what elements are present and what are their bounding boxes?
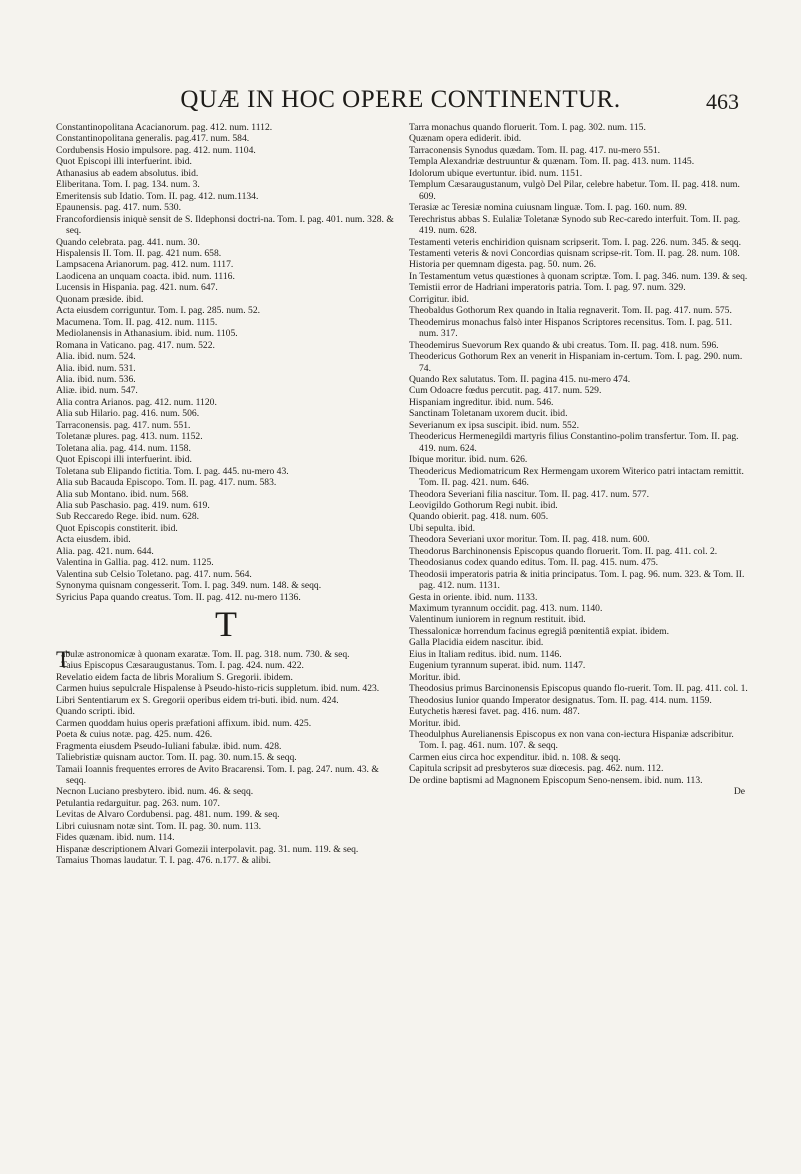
index-entry: Syricius Papa quando creatus. Tom. II. pag. 412. nu-mero 1136. [56,591,301,603]
index-entry: Alia. pag. 421. num. 644. [56,545,154,557]
index-entry: Capitula scripsit ad presbyteros suæ diœcesis. pag. 462. num. 112. [409,763,664,775]
index-entry: Gesta in oriente. ibid. num. 1133. [409,591,538,603]
page-title: QUÆ IN HOC OPERE CONTINENTUR. [180,86,621,113]
drop-cap: T [56,647,71,673]
index-entry: Valentina sub Celsio Toletano. pag. 417. num. 564. [56,568,252,580]
right-entry-list [409,122,749,786]
catchword: De [733,786,745,798]
index-entry: Moritur. ibid. [409,717,461,729]
index-entry: Thessalonicæ horrendum facinus egregiâ pœnitentiâ expiat. ibidem. [409,625,670,637]
left-entry-list [56,122,396,603]
index-entry: Francofordiensis iniquè sensit de S. Ildephonsi doctri-na. Tom. I. pag. 401. num. 328. & seq. [56,213,394,237]
index-entry: Alia sub Hilario. pag. 416. num. 506. [56,408,200,420]
index-entry: Libri Sententiarum ex S. Gregorii operibus eidem tri-buti. ibid. num. 424. [56,694,339,706]
index-entry: Libri cuiusnam notæ sint. Tom. II. pag. 30. num. 113. [56,820,262,832]
index-entry: Laodicena an unquam coacta. ibid. num. 1116. [56,270,235,282]
index-entry: Athanasius ab eadem absolutus. ibid. [56,167,199,179]
index-entry: Quot Episcopi illi interfuerint. ibid. [56,454,192,466]
index-entry: Taius Episcopus Cæsaraugustanus. Tom. I. pag. 424. num. 422. [61,660,304,672]
index-entry: Necnon Luciano presbytero. ibid. num. 46. & seqq. [56,786,254,798]
page-number: 463 [706,89,739,114]
index-entry: Alia. ibid. num. 536. [56,373,136,385]
index-entry: Idolorum ubique evertuntur. ibid. num. 1151. [409,167,583,179]
index-entry: Taliebristiæ quisnam auctor. Tom. II. pag. 30. num.15. & seqq. [56,752,297,764]
index-entry: Theobaldus Gothorum Rex quando in Italia regnaverit. Tom. II. pag. 417. num. 575. [409,305,732,317]
index-entry: Testamenti veteris enchiridion quisnam scripserit. Tom. I. pag. 226. num. 345. & seqq. [409,236,742,248]
index-entry: Poeta & cuius notæ. pag. 425. num. 426. [56,729,213,741]
index-entry: Testamenti veteris & novi Concordias quisnam scripse-rit. Tom. II. pag. 28. num. 108. [409,247,740,259]
index-entry: Moritur. ibid. [409,671,461,683]
index-entry: Constantinopolitana Acacianorum. pag. 412. num. 1112. [56,122,273,133]
index-entry: Aliæ. ibid. num. 547. [56,385,138,397]
index-entry: Petulantia redarguitur. pag. 263. num. 107. [56,797,220,809]
index-entry: Synonyma quisnam congesserit. Tom. I. pag. 349. num. 148. & seqq. [56,580,322,592]
index-entry: Romana in Vaticano. pag. 417. num. 522. [56,339,215,351]
index-entry: De ordine baptismi ad Magnonem Episcopum Seno-nensem. ibid. num. 113. [409,774,703,786]
index-entry: Leovigildo Gothorum Regi nubit. ibid. [409,499,558,511]
index-entry: Acta eiusdem. ibid. [56,534,131,546]
index-entry: Macumena. Tom. II. pag. 412. num. 1115. [56,316,218,328]
index-entry: Mediolanensis in Athanasium. ibid. num. 1105. [56,328,238,340]
index-entry: Galla Placidia eidem nascitur. ibid. [409,637,544,649]
index-entry: Theodemirus monachus falsò inter Hispanos Scriptores recensitus. Tom. I. pag. 511. num. 317. [409,316,733,340]
index-entry: Quando scripti. ibid. [56,706,135,718]
index-entry: Quando Rex salutatus. Tom. II. pagina 415. nu-mero 474. [409,373,631,385]
index-entry: Revelatio eidem facta de libris Moralium S. Gregorii. ibidem. [56,671,293,683]
index-entry: Alia contra Arianos. pag. 412. num. 1120. [56,396,217,408]
index-entry: Constantinopolitana generalis. pag.417. num. 584. [56,133,250,145]
index-entry: Historia per quemnam digesta. pag. 50. num. 26. [409,259,597,271]
index-entry: Alia. ibid. num. 531. [56,362,136,374]
index-entry: Theodosius Iunior quando Imperator designatus. Tom. II. pag. 414. num. 1159. [409,694,712,706]
section-letter: T [215,604,237,645]
index-entry: Fragmenta eiusdem Pseudo-Iuliani fabulæ. ibid. num. 428. [56,740,282,752]
index-entry: Tarraconensis. pag. 417. num. 551. [56,419,191,431]
index-entry: Fides quænam. ibid. num. 114. [56,832,175,844]
index-entry: Carmen huius sepulcrale Hispalense à Pseudo-histo-ricis suppletum. ibid. num. 423. [56,683,380,695]
index-entry: Alia sub Montano. ibid. num. 568. [56,488,189,500]
index-entry: Theodorus Barchinonensis Episcopus quando floruerit. Tom. II. pag. 411. col. 2. [409,545,718,557]
index-entry: Acta eiusdem corriguntur. Tom. I. pag. 285. num. 52. [56,305,261,317]
index-entry: Templum Cæsaraugustanum, vulgò Del Pilar, celebre habetur. Tom. II. pag. 418. num. 609. [409,179,740,202]
index-entry: Quando celebrata. pag. 441. num. 30. [56,236,200,248]
index-entry: Alia sub Bacauda Episcopo. Tom. II. pag. 417. num. 583. [56,477,277,489]
index-entry: Maximum tyrannum occidit. pag. 413. num. 1140. [409,603,603,615]
index-entry: Terechristus abbas S. Eulaliæ Toletanæ Synodo sub Rec-caredo interfuit. Tom. II. pag. 419. num. 628. [409,213,741,237]
index-entry: Lucensis in Hispania. pag. 421. num. 647. [56,282,218,294]
index-entry: Emeritensis sub Idatio. Tom. II. pag. 412. num.1134. [56,190,259,202]
index-entry: Ibique moritur. ibid. num. 626. [409,454,528,466]
index-entry: Theodericus Mediomatricum Rex Hermengam uxorem Witerico patri intactam remittit. Tom. II. pag. 421. num. 646. [409,465,744,489]
index-entry: Hispalensis II. Tom. II. pag. 421 num. 658. [56,247,222,259]
index-entry: Theodulphus Aurelianensis Episcopus ex non vana con-iectura Hispaniæ adscribitur. Tom. I. pag. 461. num. 107. & seqq. [409,729,734,752]
index-entry: Tarra monachus quando floruerit. Tom. I. pag. 302. num. 115. [409,122,646,133]
index-entry: Theodosii imperatoris patria & initia principatus. Tom. I. pag. 96. num. 323. & Tom. II. pag. 412. num. 1131. [409,568,745,592]
index-entry: Theodosius primus Barcinonensis Episcopus quando flo-ruerit. Tom. II. pag. 411. col. 1. [409,683,748,695]
index-entry: Quonam præside. ibid. [56,293,144,305]
index-entry: Sub Reccaredo Rege. ibid. num. 628. [56,511,200,523]
page-header [0,86,801,116]
index-entry: Cum Odoacre fœdus percutit. pag. 417. num. 529. [409,385,602,397]
index-entry: Quænam opera ediderit. ibid. [409,133,522,145]
index-entry: Valentina in Gallia. pag. 412. num. 1125. [56,557,214,569]
index-entry: Lampsacena Arianorum. pag. 412. num. 1117. [56,259,234,271]
index-entry: Eugenium tyrannum superat. ibid. num. 1147. [409,660,586,672]
index-entry: Hispanæ descriptionem Alvari Gomezii interpolavit. pag. 31. num. 119. & seq. [56,843,359,855]
index-entry: Carmen eius circa hoc expenditur. ibid. n. 108. & seqq. [409,751,621,763]
index-entry: Severianum ex ipsa suscipit. ibid. num. 552. [409,419,580,431]
index-entry: Cordubensis Hosio impulsore. pag. 412. num. 1104. [56,144,256,156]
index-entry: Alia sub Paschasio. pag. 419. num. 619. [56,499,210,511]
index-entry: Theodericus Hermenegildi martyris filius Constantino-polim transfertur. Tom. II. pag. 419. num. 624. [409,431,739,454]
index-entry-text: abulæ astronomicæ à quonam exaratæ. Tom. II. pag. 318. num. 730. & seq. [61,649,350,661]
index-entry: Tamaii Ioannis frequentes errores de Avito Bracarensi. Tom. I. pag. 247. num. 43. & seqq. [56,763,379,787]
index-entry: Templa Alexandriæ destruuntur & quænam. Tom. II. pag. 413. num. 1145. [409,156,695,168]
left-column [56,122,396,867]
index-entry: Eius in Italiam reditus. ibid. num. 1146. [409,648,562,660]
index-entry: Terasiæ ac Teresiæ nomina cuiusnam linguæ. Tom. I. pag. 160. num. 89. [409,202,687,214]
index-entry: Carmen quoddam huius operis præfationi affixum. ibid. num. 425. [56,717,312,729]
index-entry: Toletana alia. pag. 414. num. 1158. [56,442,191,454]
index-entry: Valentinum iuniorem in regnum restituit. ibid. [409,614,586,626]
index-entry: Theodemirus Suevorum Rex quando & ubi creatus. Tom. II. pag. 418. num. 596. [409,339,719,351]
index-entry: Toletana sub Elipando fictitia. Tom. I. pag. 445. nu-mero 43. [56,465,289,477]
index-entry: Alia. ibid. num. 524. [56,351,136,363]
index-entry: Toletanæ plures. pag. 413. num. 1152. [56,431,203,443]
index-entry: In Testamentum vetus quæstiones à quonam scriptæ. Tom. I. pag. 346. num. 139. & seq. [409,270,748,282]
index-entry: Hispaniam ingreditur. ibid. num. 546. [409,396,554,408]
t-entry-list [56,660,396,866]
index-entry: Tamaius Thomas laudatur. T. I. pag. 476. n.177. & alibi. [56,855,271,867]
index-entry: Quot Episcopis constiterit. ibid. [56,522,178,534]
index-entry: Levitas de Alvaro Cordubensi. pag. 481. num. 199. & seq. [56,809,280,821]
index-entry: Ubi sepulta. ibid. [409,522,476,534]
index-entry: Theodosianus codex quando editus. Tom. II. pag. 415. num. 475. [409,557,659,569]
index-entry: Quando obierit. pag. 418. num. 605. [409,511,549,523]
index-entry: Sanctinam Toletanam uxorem ducit. ibid. [409,408,568,420]
index-entry: Theodora Severiani filia nascitur. Tom. II. pag. 417. num. 577. [409,488,650,500]
index-entry: Quot Episcopi illi interfuerint. ibid. [56,156,192,168]
index-entry: Tarraconensis Synodus quædam. Tom. II. pag. 417. nu-mero 551. [409,144,661,156]
index-entry: Corrigitur. ibid. [409,293,469,305]
index-entry: Theodora Severiani uxor moritur. Tom. II. pag. 418. num. 600. [409,534,650,546]
index-entry: Eutychetis hæresi favet. pag. 416. num. 487. [409,706,580,718]
index-entry: Epaunensis. pag. 417. num. 530. [56,202,181,214]
right-column [409,122,749,798]
index-entry: Temistii error de Hadriani imperatoris patria. Tom. I. pag. 97. num. 329. [409,282,686,294]
index-entry: Theodericus Gothorum Rex an venerit in Hispaniam in-certum. Tom. I. pag. 290. num. 74. [409,351,743,374]
index-entry: Eliberitana. Tom. I. pag. 134. num. 3. [56,179,200,191]
